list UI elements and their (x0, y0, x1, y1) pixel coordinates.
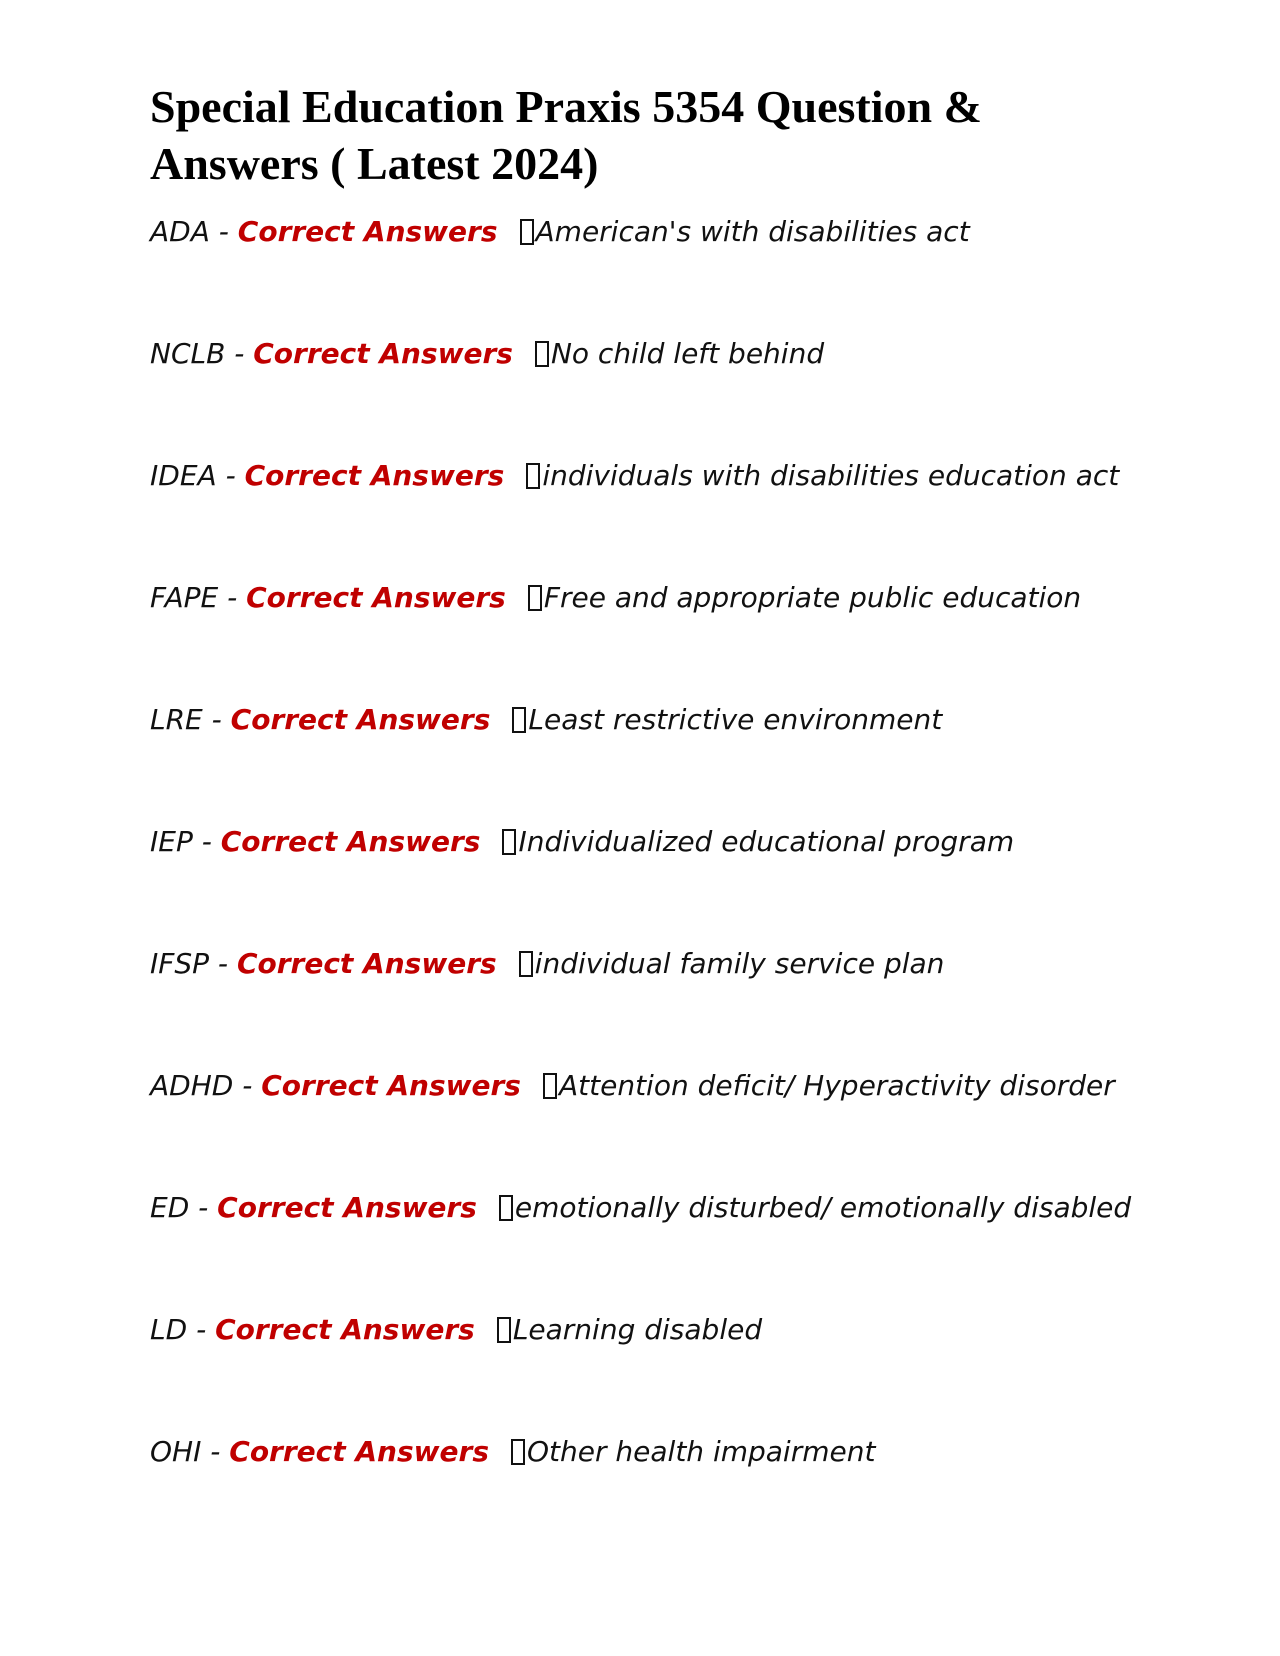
correct-answers-label: Correct Answers (229, 1435, 489, 1468)
missing-glyph-box-icon (512, 707, 526, 733)
correct-answers-label: Correct Answers (230, 703, 491, 736)
term: ED (150, 1191, 190, 1224)
separator: - (189, 1191, 218, 1224)
document-title: Special Education Praxis 5354 Question & Answers ( Latest 2024) (150, 81, 982, 189)
answer: No child left behind (550, 337, 825, 370)
qa-item-ohi (150, 1432, 1150, 1472)
separator: - (209, 215, 238, 248)
separator: - (192, 825, 221, 858)
separator: - (233, 1069, 262, 1102)
separator: - (201, 1435, 230, 1468)
correct-answers-label: Correct Answers (236, 947, 497, 980)
qa-item-adhd (150, 1066, 1150, 1106)
document-page (150, 78, 1150, 1554)
term: ADA (150, 215, 210, 248)
term: IEP (150, 825, 193, 858)
qa-item-lre (150, 700, 1150, 740)
term: ADHD (150, 1069, 234, 1102)
separator: - (225, 337, 254, 370)
answer: Least restrictive environment (528, 703, 943, 736)
correct-answers-label: Correct Answers (217, 1191, 477, 1224)
missing-glyph-box-icon (543, 1073, 557, 1099)
correct-answers-label: Correct Answers (220, 825, 481, 858)
qa-item-nclb (150, 334, 1150, 374)
answer: Learning disabled (512, 1313, 763, 1346)
correct-answers-label: Correct Answers (237, 215, 498, 248)
qa-item-idea (150, 456, 1150, 496)
missing-glyph-box-icon (497, 1317, 511, 1343)
correct-answers-label: Correct Answers (215, 1313, 475, 1346)
answer: Individualized educational program (518, 825, 1015, 858)
answer: individuals with disabilities education act (542, 459, 1120, 492)
separator: - (218, 581, 247, 614)
term: IFSP (150, 947, 210, 980)
separator: - (202, 703, 231, 736)
qa-item-ifsp (150, 944, 1150, 984)
qa-item-iep (150, 822, 1150, 862)
correct-answers-label: Correct Answers (261, 1069, 521, 1102)
term: OHI (150, 1435, 202, 1468)
separator: - (216, 459, 245, 492)
separator: - (209, 947, 237, 980)
answer: Free and appropriate public education (543, 581, 1082, 614)
missing-glyph-box-icon (502, 829, 516, 855)
qa-list (150, 212, 1150, 1472)
correct-answers-label: Correct Answers (246, 581, 506, 614)
answer: individual family service plan (534, 947, 945, 980)
term: NCLB (150, 337, 226, 370)
missing-glyph-box-icon (520, 219, 534, 245)
term: FAPE (150, 581, 219, 614)
correct-answers-label: Correct Answers (244, 459, 505, 492)
missing-glyph-box-icon (511, 1439, 525, 1465)
answer: Attention deficit/ Hyperactivity disorder (558, 1069, 1115, 1102)
qa-item-ed (150, 1188, 1150, 1228)
missing-glyph-box-icon (519, 951, 533, 977)
answer: Other health impairment (527, 1435, 876, 1468)
qa-item-ada (150, 212, 1150, 252)
qa-item-ld (150, 1310, 1150, 1350)
separator: - (187, 1313, 216, 1346)
correct-answers-label: Correct Answers (253, 337, 513, 370)
missing-glyph-box-icon (526, 463, 540, 489)
term: LRE (150, 703, 203, 736)
term: IDEA (150, 459, 217, 492)
qa-item-fape (150, 578, 1150, 618)
term: LD (150, 1313, 188, 1346)
answer: emotionally disturbed/ emotionally disabled (514, 1191, 1132, 1224)
missing-glyph-box-icon (535, 341, 549, 367)
missing-glyph-box-icon (528, 585, 542, 611)
answer: American's with disabilities act (535, 215, 970, 248)
missing-glyph-box-icon (499, 1195, 513, 1221)
